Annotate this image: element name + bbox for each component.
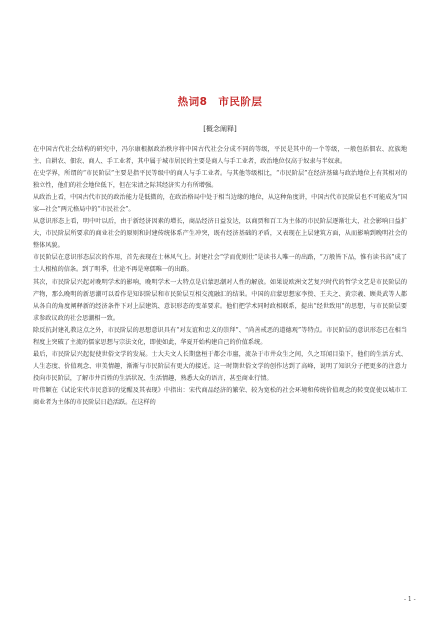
paragraph: 从意识形态上看，明中叶以后，由于新经济因素的增长，商品经济日益发达，以商贾和百工为主体的市民阶层逐渐壮大，社会影响日益扩大，市民阶层所要求的商业社会的原则和封建传统体系产生冲突，既有经济基础的矛盾，又表现在上层建筑方面，从而影响到晚明社会的整体风貌。	[33, 218, 407, 250]
page-title: 热词8 市民阶层	[177, 96, 263, 108]
paragraph: 除反抗封建礼教这点之外，市民阶层的思想意识具有“对友谊和忠义的崇拜”、“尚善戒恶的道德观”等特点。市民阶层的意识形态已在相当程度上突破了主流的儒家思想与宗法文化，即使如此，华夏开始构建自己的价值系统。	[33, 326, 407, 346]
body-text	[33, 144, 407, 409]
paragraph: 最后，市民阶层兴起促使世俗文学的发展。士大夫文人长期盘桓于都会市廛，流杂于市井众生之间，久之耳闻目染下，他们的生活方式、人生态度、价值观念、审美情趣，渐渐与市民阶层有更大的接近。这一时期世俗文学的创作达到了高峰，说明了知识分子把更多的注意力投向市民阶层，了解市井百姓的生活状况、生活情趣，熟悉大众的语言，甚至商业行情。	[33, 350, 407, 382]
paragraph: 在史学界，所谓的“市民阶层”主要是指平民等级中的商人与手工业者。与其他等级相比，“市民阶层”在经济基础与政治地位上有其相对的独立性，他们的社会地位低下，但在宋清之际其经济实力有所增强。	[33, 170, 407, 190]
paragraph: 其次，市民阶层兴起对晚明学术的影响，晚明学术一大特点是启蒙思潮对人性的解放。如果说欧洲文艺复兴时代的哲学文艺是市民阶层的产物，那么晚明的新思潮可以看作是知识阶层和市民阶层互相交流融汇的结果。中国的启蒙思想家李贽、王夫之、黄宗羲、顾炎武等人都从各自的角度阐释新的经济条件下对上层建筑、意识形态的变革要求。他们把学术同时政相联系，提出“经世致用”的思想，与市民阶层要求参政议政的社会思潮相一致。	[33, 278, 407, 322]
paragraph: 叶伟颖在《试论宋代市民意识的觉醒及其表现》中指出：宋代商品经济的繁荣、较为宽松的社会环境和传统价值观念的转变促使以城市工商业者为主体的市民阶层日趋活跃。在这样的	[33, 386, 407, 406]
paragraph: 市民阶层在意识形态层次的作用，首先表现在士林风气上。封建社会“学而优则仕”是读书人唯一的出路，“万般皆下品，惟有读书高”成了士人根植的信条。到了明季，仕途不再是寒儒唯一的出路。	[33, 254, 407, 274]
page-number: - 1 -	[404, 596, 416, 603]
section-label: [概念阐释]	[203, 125, 237, 133]
paragraph: 在中国古代社会结构的研究中，冯尔康根据政治秩序将中国古代社会分成不同的等级，平民是其中的一个等级，一般包括佃农、庶族地主、自耕农、佃农、商人、手工业者，其中属于城市居民的主要是商人与手工业者，政治地位仅高于奴隶与半奴隶。	[33, 146, 407, 166]
paragraph: 从政治上看，中国古代市民的政治能力是低微的，在政治格局中处于相当边缘的地位，从这种角度讲，中国古代市民阶层也不可能成为“国家—社会”两元格局中的“市民社会”。	[33, 194, 407, 214]
